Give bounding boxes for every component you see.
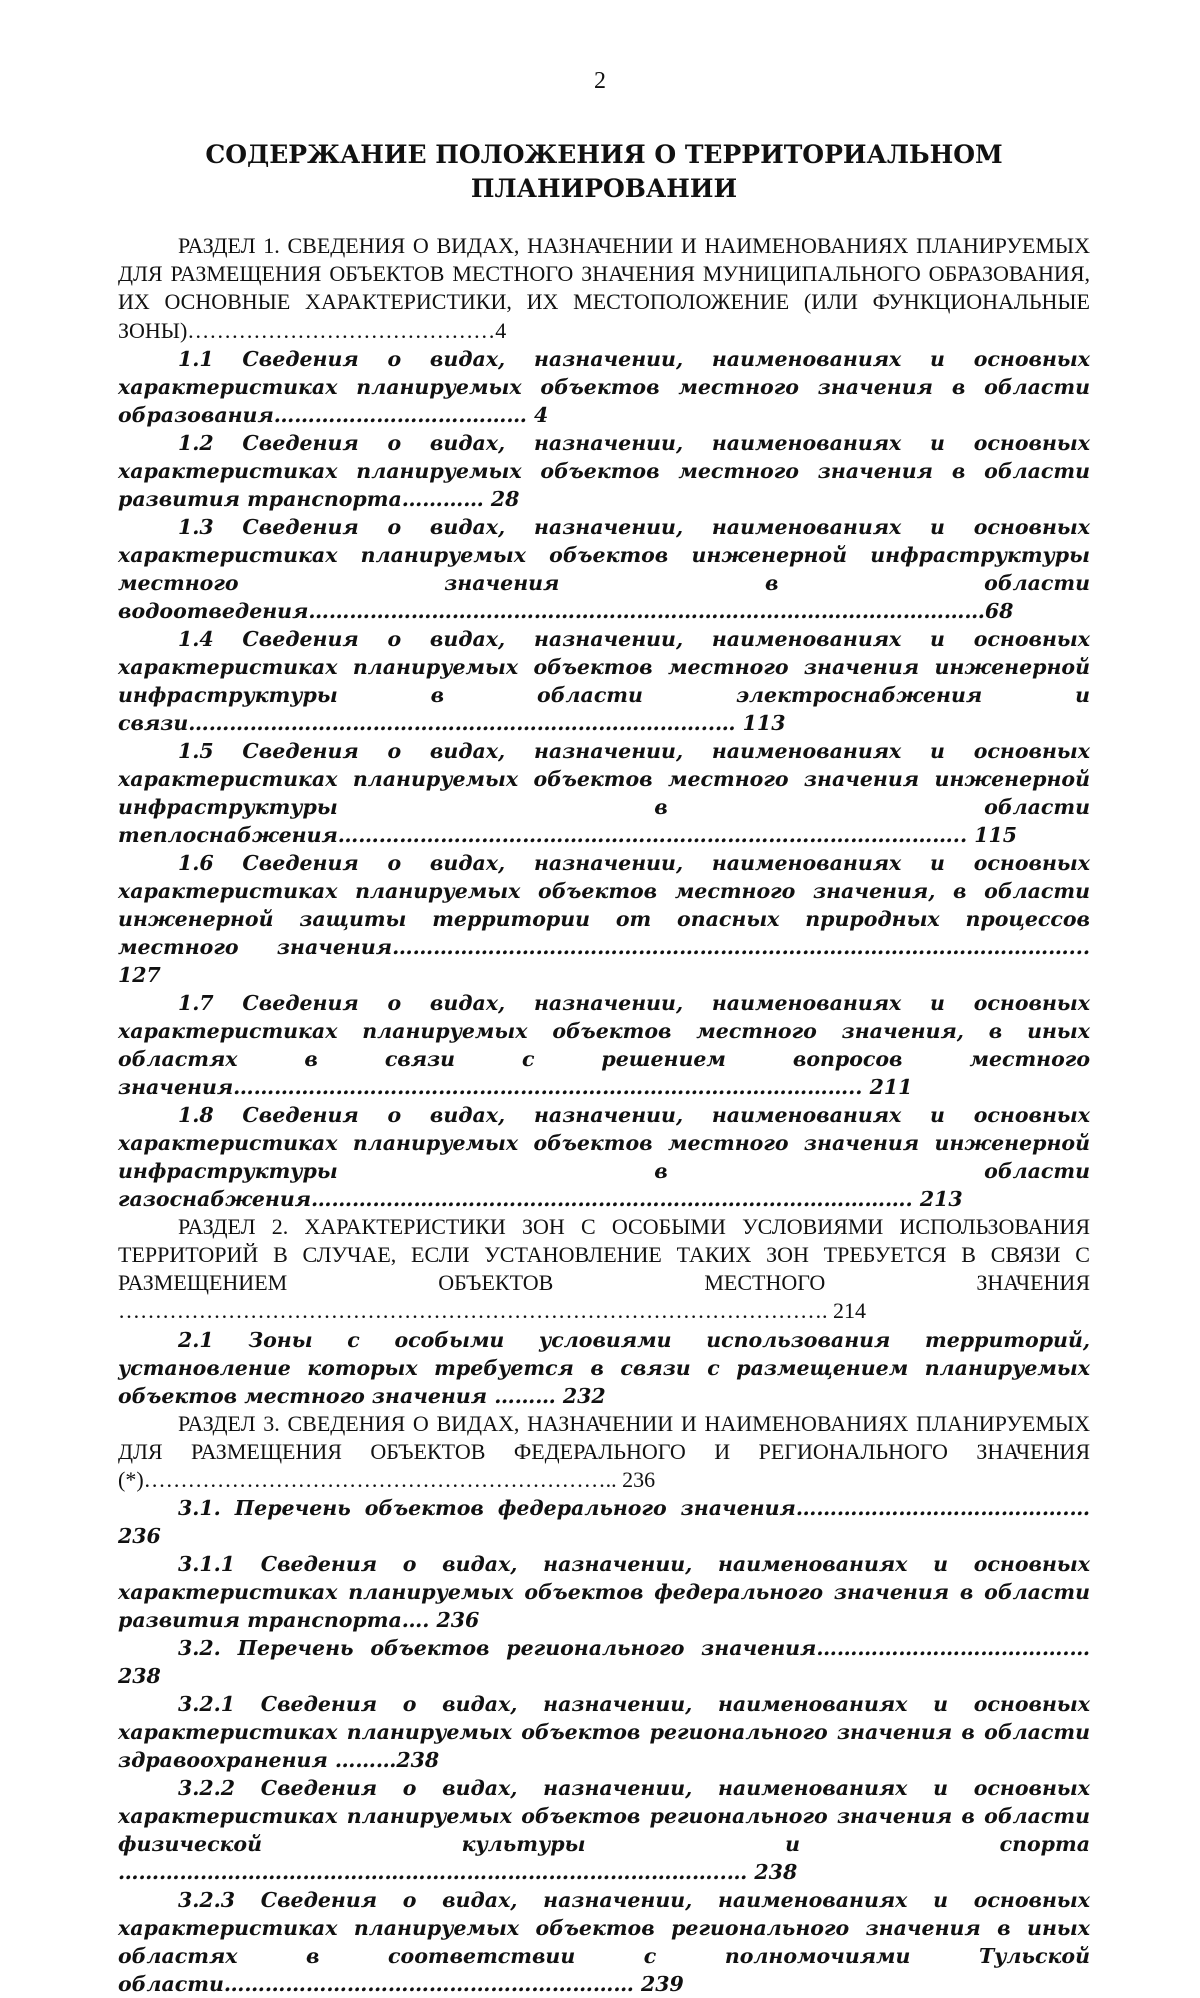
toc-entry-page-number: 236	[622, 1467, 656, 1493]
toc-entry-page-number: 28	[490, 486, 520, 511]
toc-entry-page-number: 211	[869, 1074, 913, 1099]
toc-entry-title: 1.6 Сведения о видах, назначении, наименованиях и основных характеристиках планируемых объектов местного значения, в области инженерной защиты территории от опасных природных процессов местного значения………………………………………………………………………………………...	[118, 850, 1090, 959]
toc-entry-title: РАЗДЕЛ 3. СВЕДЕНИЯ О ВИДАХ, НАЗНАЧЕНИИ И НАИМЕНОВАНИЯХ ПЛАНИРУЕМЫХ ДЛЯ РАЗМЕЩЕНИЯ ОБЪЕКТОВ ФЕДЕРАЛЬНОГО И РЕГИОНАЛЬНОГО ЗНАЧЕНИЯ (*)………………………………………………………..	[118, 1410, 1090, 1493]
toc-section-entry	[118, 1410, 1090, 1495]
toc-entry-page-number: 127	[118, 962, 161, 987]
toc-entry-title: 2.1 Зоны с особыми условиями использования территорий, установление которых требуется в связи с размещением планируемых объектов местного значения ………	[118, 1327, 1090, 1408]
toc-section-entry	[118, 1213, 1090, 1326]
toc-subsection-entry	[118, 625, 1090, 737]
toc-entry-title: 1.5 Сведения о видах, назначении, наименованиях и основных характеристиках планируемых объектов местного значения инженерной инфраструктуры в области теплоснабжения………………………………………………………………………………..	[118, 738, 1090, 847]
toc-section-entry	[118, 232, 1090, 345]
toc-entry-page-number: 232	[562, 1383, 606, 1408]
toc-entry-title: 3.2. Перечень объектов регионального значения……………………………….…	[178, 1636, 1090, 1661]
toc-entry-title: РАЗДЕЛ 2. ХАРАКТЕРИСТИКИ ЗОН С ОСОБЫМИ УСЛОВИЯМИ ИСПОЛЬЗОВАНИЯ ТЕРРИТОРИЙ В СЛУЧАЕ, ЕСЛИ УСТАНОВЛЕНИЕ ТАКИХ ЗОН ТРЕБУЕТСЯ В СВЯЗИ С РАЗМЕЩЕНИЕМ ОБЪЕКТОВ МЕСТНОГО ЗНАЧЕНИЯ …………………………………………………………………………………….	[118, 1213, 1090, 1324]
toc-subsection-entry	[118, 1774, 1090, 1886]
toc-entry-title: 3.1. Перечень объектов федерального значения………………………………….…	[178, 1496, 1090, 1521]
toc-entry-title: 3.1.1 Сведения о видах, назначении, наименованиях и основных характеристиках планируемых объектов федерального значения в области развития транспорта….	[118, 1552, 1090, 1633]
toc-subsection-entry	[118, 1690, 1090, 1774]
toc-entry-page-number: 238	[118, 1664, 161, 1689]
toc-entry-title: 1.1 Сведения о видах, назначении, наименованиях и основных характеристиках планируемых объектов местного значения в области образования……………………….………	[118, 346, 1090, 427]
toc-entry-title: 3.2.2 Сведения о видах, назначении, наименованиях и основных характеристиках планируемых объектов регионального значения в области физической культуры и спорта ……………………………………………………………………………..…	[118, 1776, 1090, 1885]
toc-entry-page-number: 113	[742, 710, 786, 735]
toc-entry-title: 3.2.3 Сведения о видах, назначении, наименованиях и основных характеристиках планируемых объектов регионального значения в иных областях в соответствии с полномочиями Тульской области……………………………………………………	[118, 1888, 1090, 1997]
toc-entry-page-number: 238	[754, 1860, 798, 1885]
toc-entry-page-number: 236	[436, 1608, 480, 1633]
toc-subsection-entry	[118, 1494, 1090, 1550]
toc-entry-page-number: 214	[833, 1298, 866, 1324]
toc-subsection-entry	[118, 513, 1090, 625]
toc-entry-page-number: 239	[640, 1972, 684, 1997]
toc-entry-title: 1.4 Сведения о видах, назначении, наименованиях и основных характеристиках планируемых объектов местного значения инженерной инфраструктуры в области электроснабжения и связи…………………………………………………………………..…	[118, 626, 1090, 735]
toc-entry-title: РАЗДЕЛ 1. СВЕДЕНИЯ О ВИДАХ, НАЗНАЧЕНИИ И НАИМЕНОВАНИЯХ ПЛАНИРУЕМЫХ ДЛЯ РАЗМЕЩЕНИЯ ОБЪЕКТОВ МЕСТНОГО ЗНАЧЕНИЯ МУНИЦИПАЛЬНОГО ОБРАЗОВАНИЯ, ИХ ОСНОВНЫЕ ХАРАКТЕРИСТИКИ, ИХ МЕСТОПОЛОЖЕНИЕ (ИЛИ ФУНКЦИОНАЛЬНЫЕ ЗОНЫ)……………………………………4	[118, 233, 1090, 343]
toc-entry-page-number: 4	[534, 402, 549, 427]
table-of-contents	[118, 232, 1090, 1998]
toc-subsection-entry	[118, 1101, 1090, 1213]
toc-entry-title: 1.8 Сведения о видах, назначении, наименованиях и основных характеристиках планируемых объектов местного значения инженерной инфраструктуры в области газоснабжения…………………………………………………………………………….	[118, 1102, 1090, 1211]
toc-entry-page-number: 238	[396, 1748, 440, 1773]
toc-entry-title: 1.3 Сведения о видах, назначении, наименованиях и основных характеристиках планируемых объектов инженерной инфраструктуры местного значения в области водоотведения………………………………………………………………………………………	[118, 514, 1090, 623]
toc-subsection-entry	[118, 1634, 1090, 1690]
toc-subsection-entry	[118, 1550, 1090, 1634]
toc-subsection-entry	[118, 429, 1090, 513]
toc-entry-title: 1.2 Сведения о видах, назначении, наименованиях и основных характеристиках планируемых объектов местного значения в области развития транспорта…………	[118, 430, 1090, 511]
toc-subsection-entry	[118, 849, 1090, 989]
toc-entry-page-number: 236	[118, 1524, 161, 1549]
toc-entry-page-number: 213	[919, 1186, 963, 1211]
toc-entry-page-number: 68	[984, 598, 1014, 623]
toc-entry-title: 3.2.1 Сведения о видах, назначении, наименованиях и основных характеристиках планируемых объектов регионального значения в области здравоохранения ………	[118, 1692, 1090, 1773]
toc-subsection-entry	[118, 1326, 1090, 1410]
toc-subsection-entry	[118, 345, 1090, 429]
page-number: 2	[594, 68, 606, 94]
toc-entry-title: 1.7 Сведения о видах, назначении, наименованиях и основных характеристиках планируемых объектов местного значения, в иных областях в связи с решением вопросов местного значения………………………………………………………………………………..	[118, 990, 1090, 1099]
toc-subsection-entry	[118, 1886, 1090, 1998]
toc-subsection-entry	[118, 737, 1090, 849]
toc-entry-page-number: 115	[974, 822, 1018, 847]
toc-subsection-entry	[118, 989, 1090, 1101]
document-title: СОДЕРЖАНИЕ ПОЛОЖЕНИЯ О ТЕРРИТОРИАЛЬНОМ ПЛАНИРОВАНИИ	[205, 140, 1003, 203]
